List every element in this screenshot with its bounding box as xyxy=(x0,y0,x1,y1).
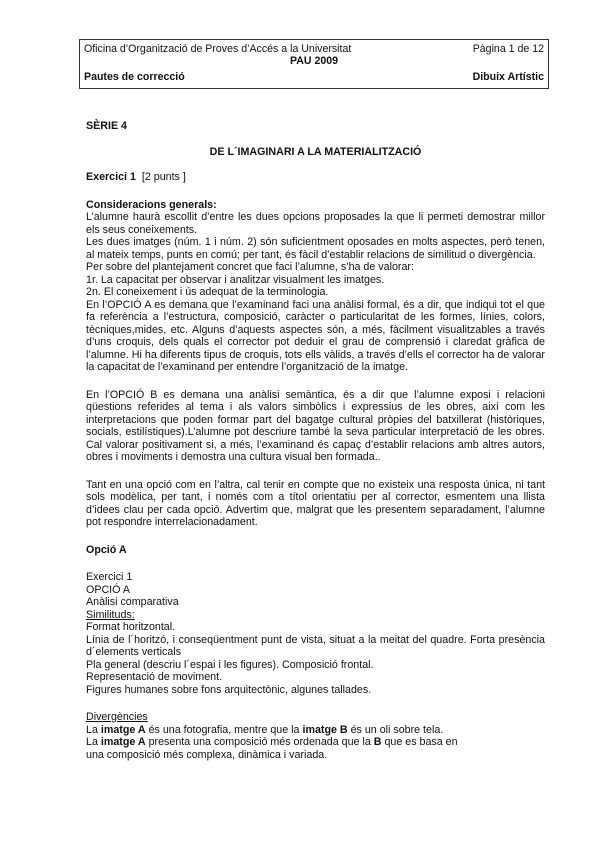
header-office: Oficina d’Organització de Proves d’Accés a la Universitat xyxy=(84,43,352,55)
text-run: presenta una composició més ordenada que la xyxy=(145,736,374,748)
paragraph-option-a: En l’OPCIÓ A es demana que l’examinand faci una anàlisi formal, és a dir, que indiqui tot el que fa referència a l’estructura, composició, caràcter o particularitat de les formes, línies, colors, tècniques,mides, etc. Alguns d’aquests aspectes són, a més, fàcilment visualitzables a través d’uns croquis, dels quals el corrector pot deduir el grau de comprensió i claredat gràfica de l’alumne. Hi ha diferents tipus de croquis, tots ells vàlids, a través d’ells el corrector ha de valorar la capacitat de l’examinand per entendre l’organització de la imatge. xyxy=(86,298,545,373)
similarity-item: Format horitzontal. xyxy=(86,621,176,633)
text-run: és un oli sobre tela. xyxy=(347,723,444,736)
exercise-heading xyxy=(86,171,545,184)
exercise-1-line: Exercici 1 xyxy=(86,571,133,583)
exercise-label: Exercici 1 xyxy=(86,171,136,183)
exercise-points: [2 punts ] xyxy=(141,171,186,183)
paragraph-3: Per sobre del plantejament concret que faci l’alumne, s’ha de valorar: xyxy=(86,261,414,273)
text-run: La xyxy=(86,736,101,748)
header-page-number: Pàgina 1 de 12 xyxy=(472,43,544,55)
divergence-line-1 xyxy=(86,724,545,737)
text-run: La xyxy=(86,723,101,736)
option-a-line: OPCIÓ A xyxy=(86,583,130,596)
general-considerations-heading: Consideracions generals: xyxy=(86,198,217,211)
header-exam: PAU 2009 xyxy=(289,55,339,67)
document-title: DE L´IMAGINARI A LA MATERIALITZACIÓ xyxy=(209,145,422,158)
text-run: és una fotografia, mentre que la xyxy=(145,723,303,736)
option-a-heading: Opció A xyxy=(86,543,127,556)
image-a-label: imatge A xyxy=(100,736,146,748)
similarity-item: Representació de moviment. xyxy=(86,671,223,683)
similarity-item: Pla general (descriu l´espai i les figures). Composició frontal. xyxy=(86,658,374,671)
image-a-label: imatge A xyxy=(100,723,146,736)
document-header xyxy=(79,39,549,89)
paragraph-4: 1r. La capacitat per observar i analitzar visualment les imatges. xyxy=(86,273,385,286)
divergence-line-2 xyxy=(86,736,545,749)
divergences-heading: Divergències xyxy=(86,711,148,723)
paragraph-5: 2n. El coneixement i ús adequat de la terminologia. xyxy=(86,286,329,298)
similarity-item: Línia de l´horitzó, i conseqüentment punt de vista, situat a la meitat del quadre. Forta presència d´elements verticals xyxy=(86,633,545,658)
comparative-analysis-line: Anàlisi comparativa xyxy=(86,596,179,608)
paragraph-option-b: En l’OPCIÓ B es demana una anàlisi semàntica, és a dir que l’alumne exposi i relacioni qüestions referides al tema i als valors simbòlics i expressius de les obres, així com les interpretacions que poden formar part del bagatge cultural pròpies del batxillerat (històriques, socials, estilístiques).L’alumne pot descriure també la seva particular interpretació de les obres. Cal valorar positivament si, a més, l’examinand és capaç d’establir relacions amb altres autors, obres i moviments i demostra una cultura visual ben formada.. xyxy=(86,388,545,463)
paragraph-both-options: Tant en una opció com en l’altra, cal tenir en compte que no existeix una resposta única, ni tant sols modèlica, per tant, i només com a títol orientatiu per al corrector, esmentem una llista d’idees clau per cada opció. Advertim que, malgrat que les presentem separadament, l’alumne pot respondre interrelacionadament. xyxy=(86,478,545,528)
similarities-heading: Similituds: xyxy=(86,608,135,621)
paragraph-2: Les dues imatges (núm. 1 i núm. 2) són suficientment oposades en molts aspectes, però tenen, al mateix temps, punts en comú; per tant, és fàcil d’establir relacions de similitud o divergència. xyxy=(86,236,545,261)
image-b-label: imatge B xyxy=(302,723,348,736)
paragraph-1: L’alumne haurà escollit d’entre les dues opcions proposades la que li permeti demostrar millor els seus coneixements. xyxy=(86,211,545,236)
header-section: Pautes de correcció xyxy=(84,71,185,83)
document-body xyxy=(86,120,545,761)
image-b-label: B xyxy=(373,736,382,748)
similarity-item: Figures humanes sobre fons arquitectònic, algunes tallades. xyxy=(86,683,372,696)
serie-label: SÈRIE 4 xyxy=(86,120,127,132)
header-subject: Dibuix Artístic xyxy=(472,71,544,83)
text-run: que es basa en xyxy=(381,736,458,748)
divergence-line-3: una composició més complexa, dinàmica i variada. xyxy=(86,748,328,761)
